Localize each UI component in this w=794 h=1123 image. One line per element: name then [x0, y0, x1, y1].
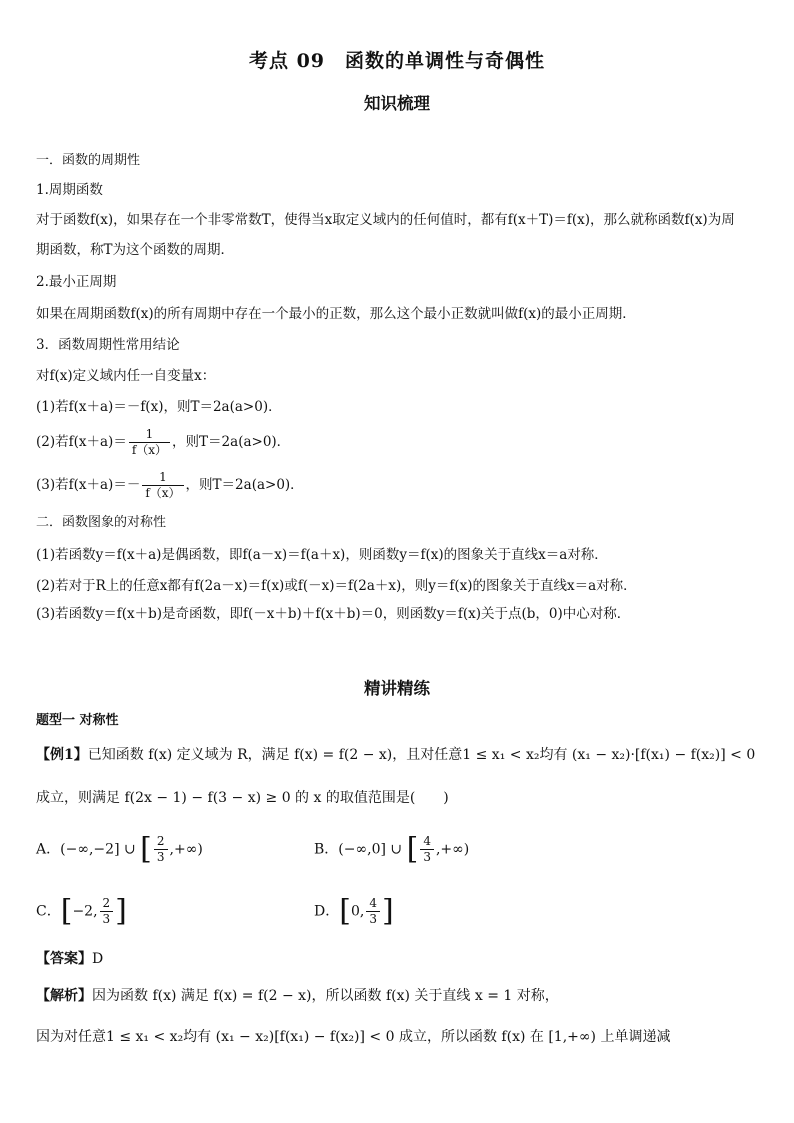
heading-min-period: 2.最小正周期	[36, 274, 117, 290]
option-a-interval: (−∞,−2] ∪	[60, 841, 141, 858]
fraction-1-over-f	[129, 427, 170, 458]
option-c-label: C．	[36, 903, 61, 920]
section-title-knowledge: 知识梳理	[364, 94, 430, 113]
paragraph-periodic-def-1: 对于函数f(x)，如果存在一个非零常数T，使得当x取定义域内的任何值时，都有f(x＋T)＝f(x)，那么就称函数f(x)为周	[36, 212, 735, 228]
conclusion-2	[36, 426, 290, 458]
option-d-fraction	[366, 896, 380, 927]
answer-line	[36, 950, 103, 968]
option-c-fraction	[100, 896, 114, 927]
conclusion-3-pre: (3)若f(x＋a)＝－	[36, 477, 141, 493]
fraction-numerator: 4	[420, 834, 434, 850]
example-stem-line-1	[36, 746, 755, 764]
example-stem-a: 已知函数 f(x) 定义域为 R，满足 f(x) = f(2 − x)，且对任意1 ≤ x₁ < x₂均有 (x₁ − x₂)·[f(x₁) − f(x₂)] < 0	[87, 747, 756, 763]
fraction-numerator: 2	[100, 896, 114, 912]
fraction-1-over-f	[142, 470, 183, 501]
answer-label: 【答案】	[36, 951, 92, 967]
example-label: 【例1】	[36, 747, 88, 763]
bracket-left: [	[140, 831, 152, 867]
option-d-interval: 0,	[350, 903, 365, 920]
option-a-label: A．	[36, 841, 61, 858]
heading-symmetry: 二．函数图象的对称性	[36, 515, 167, 530]
example-stem-b: 成立，则满足 f(2x − 1) − f(3 − x) ≥ 0 的 x 的取值范围是( )	[36, 790, 449, 806]
fraction-numerator: 1	[142, 470, 183, 486]
bracket-left: [	[60, 893, 73, 929]
analysis-line-1	[36, 987, 559, 1005]
option-d-label: D．	[314, 903, 340, 920]
conclusion-2-post: ，则T＝2a(a>0)．	[172, 434, 291, 450]
fraction-numerator: 2	[154, 834, 168, 850]
paragraph-min-period: 如果在周期函数f(x)的所有周期中存在一个最小的正数，那么这个最小正数就叫做f(x)的最小正周期．	[36, 306, 636, 322]
fraction-denominator: f（x）	[131, 443, 168, 457]
page-title: 考点 09 函数的单调性与奇偶性	[248, 50, 546, 72]
conclusion-2-pre: (2)若f(x＋a)＝	[36, 434, 127, 450]
analysis-text-1: 因为函数 f(x) 满足 f(x) = f(2 − x)，所以函数 f(x) 关于直线 x = 1 对称，	[92, 988, 559, 1004]
bracket-left: [	[339, 893, 351, 929]
answer-value: D	[92, 951, 104, 967]
option-a-tail: ,+∞)	[169, 841, 203, 858]
analysis-label: 【解析】	[36, 988, 92, 1004]
topic-heading: 题型一 对称性	[36, 713, 119, 728]
option-c-interval: −2,	[72, 903, 98, 920]
symmetry-3: (3)若函数y＝f(x＋b)是奇函数，即f(－x＋b)＋f(x＋b)＝0，则函数y＝f(x)关于点(b，0)中心对称．	[36, 606, 631, 622]
conclusion-1: (1)若f(x＋a)＝－f(x)，则T＝2a(a>0)．	[36, 399, 282, 415]
heading-periodic-function: 1.周期函数	[36, 182, 103, 198]
bracket-right: ]	[381, 893, 394, 929]
paragraph-conclusion-intro: 对f(x)定义域内任一自变量x：	[36, 368, 216, 384]
option-b-interval: (−∞,0] ∪	[338, 841, 407, 858]
analysis-line-2: 因为对任意1 ≤ x₁ < x₂均有 (x₁ − x₂)[f(x₁) − f(x₂)] < 0 成立，所以函数 f(x) 在 [1,+∞) 上单调递减	[36, 1029, 671, 1045]
fraction-denominator: f（x）	[145, 486, 181, 500]
option-b-tail: ,+∞)	[435, 841, 470, 858]
option-b	[314, 831, 470, 867]
bracket-left: [	[406, 831, 419, 867]
fraction-denominator: 3	[156, 850, 165, 864]
fraction-denominator: 3	[369, 912, 377, 926]
option-d	[314, 893, 394, 929]
section-title-practice: 精讲精练	[364, 679, 430, 698]
heading-periodicity: 一．函数的周期性	[36, 153, 141, 168]
conclusion-3-post: ，则T＝2a(a>0)．	[185, 477, 304, 493]
option-a	[36, 831, 203, 867]
fraction-denominator: 3	[102, 912, 111, 926]
fraction-numerator: 4	[366, 896, 380, 912]
option-b-fraction	[420, 834, 434, 865]
heading-conclusions: 3．函数周期性常用结论	[36, 337, 180, 353]
conclusion-3	[36, 469, 304, 501]
fraction-denominator: 3	[423, 850, 431, 864]
symmetry-1: (1)若函数y＝f(x＋a)是偶函数，即f(a－x)＝f(a＋x)，则函数y＝f(x)的图象关于直线x＝a对称．	[36, 547, 608, 563]
option-c	[36, 893, 127, 929]
option-b-label: B．	[314, 841, 339, 858]
symmetry-2: (2)若对于R上的任意x都有f(2a－x)＝f(x)或f(－x)＝f(2a＋x)，则y＝f(x)的图象关于直线x＝a对称．	[36, 578, 637, 594]
bracket-right: ]	[115, 893, 127, 929]
paragraph-periodic-def-2: 期函数，称T为这个函数的周期．	[36, 242, 235, 258]
fraction-numerator: 1	[129, 427, 170, 443]
option-a-fraction	[154, 834, 168, 865]
